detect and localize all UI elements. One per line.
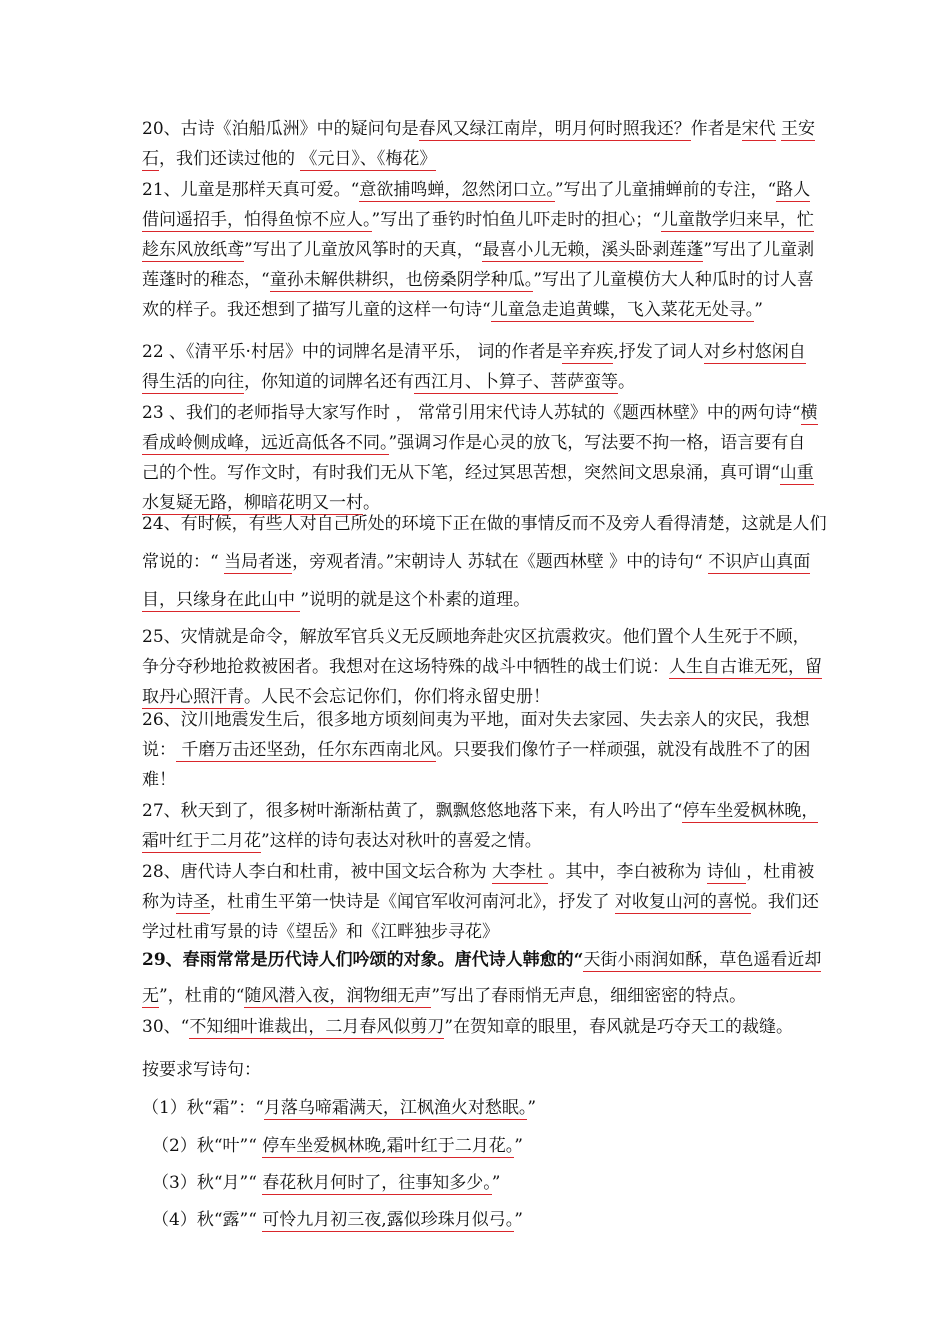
- question-text: ,抒发了词人: [613, 342, 704, 362]
- answer-underlined: 儿童急走追黄蝶，飞入菜花无处寻。: [490, 300, 755, 320]
- verse-label: ”: [491, 1173, 501, 1193]
- question-text: 作者是: [690, 119, 742, 139]
- question-text: 29、春雨常常是历代诗人们吟颂的对象。唐代诗人韩愈的“: [142, 950, 584, 970]
- verse-label: （1）秋“霜”：“: [142, 1098, 264, 1118]
- question-text: ，杜甫被称为: [142, 862, 815, 912]
- answer-underlined: 对收复山河的喜悦: [614, 892, 751, 912]
- question-20: [142, 114, 822, 174]
- verse-answer: 停车坐爱枫林晚,霜叶红于二月花。: [262, 1136, 515, 1156]
- answer-underlined: 王安石: [142, 119, 816, 169]
- question-text: 25、灾情就是命令，解放军官兵义无反顾地奔赴灾区抗震救灾。他们置个人生死于不顾，争分夺秒地抢救被困者。我想对在这场特殊的战斗中牺牲的战士们说：: [142, 627, 810, 677]
- answer-underlined: 《元日》、《梅花》: [300, 149, 437, 169]
- answer-underlined: 不知细叶谁裁出，二月春风似剪刀: [189, 1017, 445, 1037]
- answer-underlined: 儿童散学归来早，忙趁东风放纸鸢: [142, 210, 814, 260]
- question-text: 。其中，李白被称为: [548, 862, 707, 882]
- answer-underlined: 山重水复疑无路，柳暗花明又一村: [142, 463, 814, 513]
- question-text: ”说明的就是这个朴素的道理。: [300, 590, 531, 610]
- answer-underlined: 春风又绿江南岸，明月何时照我还？: [418, 119, 691, 139]
- question-23: [142, 398, 822, 518]
- question-text: ”写出了儿童剥莲蓬时的稚态，“: [142, 240, 815, 290]
- answer-underlined: 诗圣: [176, 892, 210, 912]
- verse-label: （3）秋“月”“: [152, 1173, 263, 1193]
- question-text: 27、秋天到了，很多树叶渐渐枯黄了，飘飘悠悠地落下来，有人吟出了“: [142, 801, 683, 821]
- answer-underlined: 诗仙: [706, 862, 747, 882]
- question-text: ，我们还读过他的: [159, 149, 301, 169]
- answer-underlined: 不识庐山真面目，只缘身在此山中: [142, 552, 811, 610]
- answer-underlined: 随风潜入夜，润物细无声: [244, 986, 432, 1006]
- answer-underlined: 最喜小儿无赖，溪头卧剥莲蓬: [482, 240, 704, 260]
- question-text: ”写出了春雨悄无声息，细细密密的特点。: [431, 986, 747, 1006]
- instruction-text: 按要求写诗句：: [142, 1060, 261, 1080]
- question-text: 20、古诗《泊船瓜洲》中的疑问句是: [142, 119, 419, 139]
- question-27: [142, 796, 822, 856]
- answer-underlined: 当局者迷: [224, 552, 293, 572]
- question-text: ”这样的诗句表达对秋叶的喜爱之情。: [261, 831, 542, 851]
- answer-underlined: 天街小雨润如酥，草色遥看近却无: [142, 950, 822, 1006]
- verse-label: ”: [527, 1098, 537, 1118]
- question-text: 。: [618, 372, 635, 392]
- question-text: ”写出了儿童放风筝时的天真，“: [244, 240, 483, 260]
- answer-underlined: 意欲捕鸣蝉，忽然闭口立。: [359, 180, 555, 200]
- answer-underlined: 童孙未解供耕织，也傍桑阴学种瓜。: [269, 270, 534, 290]
- question-text: ”写出了儿童模仿大人种瓜时的讨人喜欢的样子。我还想到了描写儿童的这样一句诗“: [142, 270, 814, 320]
- question-21: [142, 175, 822, 325]
- autumn-verse-row: [152, 1131, 832, 1161]
- verse-label: （2）秋“叶”“: [152, 1136, 263, 1156]
- question-text: ”写出了垂钓时怕鱼儿吓走时的担心；“: [371, 210, 661, 230]
- question-24: [142, 505, 832, 619]
- answer-underlined: 千磨万击还坚劲，任尔东西南北风: [176, 740, 437, 760]
- question-text: 。只要我们像竹子一样顽强，就没有战胜不了的困难！: [142, 740, 811, 790]
- question-text: 26、汶川地震发生后，很多地方顷刻间夷为平地，面对失去家园、失去亲人的灾民，我想说：: [142, 710, 810, 760]
- answer-underlined: 路人借问遥招手，怕得鱼惊不应人。: [142, 180, 811, 230]
- answer-underlined: 宋代: [741, 119, 776, 139]
- question-text: ，旁观者清。”宋朝诗人 苏轼在《题西林壁 》中的诗句“: [292, 552, 709, 572]
- verse-answer: 春花秋月何时了，往事知多少。: [262, 1173, 492, 1193]
- question-22: [142, 337, 822, 397]
- answer-underlined: 辛弃疾: [562, 342, 614, 362]
- question-29: [142, 942, 822, 1014]
- verse-label: （4）秋“露”“: [152, 1210, 263, 1230]
- answer-underlined: 横看成岭侧成峰，远近高低各不同。: [142, 403, 818, 453]
- question-text: 21、儿童是那样天真可爱。“: [142, 180, 360, 200]
- question-26: [142, 705, 822, 795]
- verse-answer: 可怜九月初三夜,露似珍珠月似弓。: [262, 1210, 515, 1230]
- answer-underlined: 人生自古谁无死，留取丹心照汗青: [142, 657, 822, 707]
- question-28: [142, 857, 822, 947]
- question-text: ”强调习作是心灵的放飞，写法要不拘一格，语言要有自己的个性。写作文时，有时我们无从下笔，经过冥思苦想，突然间文思泉涌，真可谓“: [142, 433, 806, 483]
- autumn-verse-row: [142, 1093, 822, 1123]
- verse-answer: 月落乌啼霜满天，江枫渔火对愁眠。: [263, 1098, 528, 1118]
- question-text: 。我们还学过杜甫写景的诗《望岳》和《江畔独步寻花》: [142, 892, 819, 942]
- question-text: 24、有时候，有些人对自己所处的环境下正在做的事情反而不及旁人看得清楚，这就是人们常说的：“: [142, 514, 827, 572]
- question-text: 。: [363, 493, 380, 513]
- autumn-verse-row: [152, 1168, 832, 1198]
- question-text: 。人民不会忘记你们，你们将永留史册！: [244, 687, 550, 707]
- answer-underlined: 西江月、卜算子、菩萨蛮等: [414, 372, 618, 392]
- autumn-verse-row: [152, 1205, 832, 1235]
- question-text: ”，杜甫的“: [159, 986, 245, 1006]
- verse-label: ”: [514, 1136, 523, 1156]
- answer-underlined: 停车坐爱枫林晚，霜叶红于二月花: [142, 801, 819, 851]
- answer-underlined: 大李杜: [492, 862, 549, 882]
- question-25: [142, 622, 822, 712]
- answer-underlined: 对乡村悠闲自得生活的向往: [142, 342, 806, 392]
- question-text: 30、“: [142, 1017, 190, 1037]
- question-text: ”写出了儿童捕蝉前的专注，“: [554, 180, 777, 200]
- question-text: 23 、我们的老师指导大家写作时 ， 常常引用宋代诗人苏轼的《题西林壁》中的两句诗“: [142, 403, 801, 423]
- question-30: [142, 1012, 822, 1042]
- question-text: ，你知道的词牌名还有: [244, 372, 414, 392]
- question-text: ，杜甫生平第一快诗是《闻官军收河南河北》，抒发了: [210, 892, 615, 912]
- question-text: ”在贺知章的眼里，春风就是巧夺天工的裁缝。: [444, 1017, 794, 1037]
- question-text: 28、唐代诗人李白和杜甫，被中国文坛合称为: [142, 862, 493, 882]
- verse-label: ”: [514, 1210, 523, 1230]
- question-text: 22 、《清平乐·村居》中的词牌名是清平乐， 词的作者是: [142, 342, 563, 362]
- question-text: ”: [754, 300, 763, 320]
